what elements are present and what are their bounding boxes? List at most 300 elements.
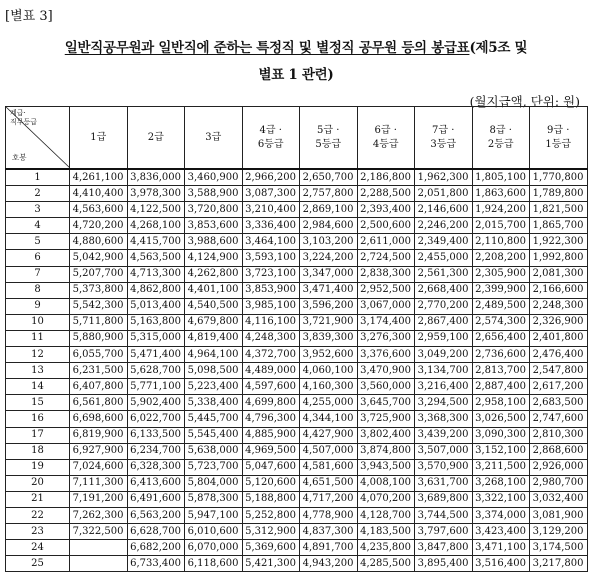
column-header (70, 107, 128, 170)
salary-cell: 2,305,900 (472, 266, 530, 282)
column-header (415, 107, 473, 170)
salary-cell: 5,312,900 (242, 524, 300, 540)
salary-cell: 4,344,100 (300, 411, 358, 427)
salary-cell: 3,026,500 (472, 411, 530, 427)
salary-cell: 5,120,600 (242, 475, 300, 491)
salary-cell: 6,022,700 (127, 411, 185, 427)
salary-cell: 4,563,600 (70, 202, 128, 218)
salary-cell: 5,545,400 (185, 427, 243, 443)
salary-cell: 2,455,000 (415, 250, 473, 266)
salary-cell: 3,985,100 (242, 298, 300, 314)
salary-cell: 3,560,000 (357, 379, 415, 395)
salary-cell: 7,111,300 (70, 475, 128, 491)
salary-cell: 6,563,200 (127, 507, 185, 523)
salary-cell: 2,813,700 (472, 363, 530, 379)
salary-cell: 4,255,000 (300, 395, 358, 411)
step-number-cell: 9 (6, 298, 70, 314)
salary-cell: 5,315,000 (127, 330, 185, 346)
salary-cell: 2,959,100 (415, 330, 473, 346)
salary-cell: 4,679,800 (185, 314, 243, 330)
salary-cell: 5,638,000 (185, 443, 243, 459)
salary-cell: 3,588,900 (185, 186, 243, 202)
salary-cell: 7,024,600 (70, 459, 128, 475)
table-row (6, 347, 588, 363)
step-number-cell: 4 (6, 218, 70, 234)
salary-cell: 3,087,300 (242, 186, 300, 202)
salary-cell: 3,744,500 (415, 507, 473, 523)
salary-cell: 3,224,200 (300, 250, 358, 266)
salary-cell: 4,699,800 (242, 395, 300, 411)
salary-cell: 3,874,800 (357, 443, 415, 459)
step-number-cell: 10 (6, 314, 70, 330)
column-header-text: 4급 · (259, 124, 282, 136)
column-header-text: 5급 · (317, 124, 340, 136)
step-number-cell: 22 (6, 507, 70, 523)
step-number-cell: 11 (6, 330, 70, 346)
step-number-cell: 16 (6, 411, 70, 427)
salary-cell: 4,862,800 (127, 282, 185, 298)
salary-cell: 4,540,500 (185, 298, 243, 314)
column-header (242, 107, 300, 170)
salary-cell: 2,736,600 (472, 347, 530, 363)
salary-cell: 6,927,900 (70, 443, 128, 459)
column-header (300, 107, 358, 170)
salary-cell: 4,880,600 (70, 234, 128, 250)
table-row (6, 411, 588, 427)
table-row (6, 395, 588, 411)
salary-cell: 2,926,000 (530, 459, 588, 475)
salary-cell: 4,261,100 (70, 169, 128, 186)
column-header (127, 107, 185, 170)
document-title-continued: 별표 1 관련) (258, 67, 334, 83)
salary-cell: 2,246,200 (415, 218, 473, 234)
salary-cell: 5,188,800 (242, 491, 300, 507)
table-row (6, 491, 588, 507)
salary-cell: 5,878,300 (185, 491, 243, 507)
salary-cell: 6,682,200 (127, 540, 185, 556)
salary-cell: 3,839,300 (300, 330, 358, 346)
salary-cell: 2,617,200 (530, 379, 588, 395)
salary-cell: 2,500,600 (357, 218, 415, 234)
salary-cell: 4,122,500 (127, 202, 185, 218)
salary-cell: 4,507,000 (300, 443, 358, 459)
salary-cell: 5,771,100 (127, 379, 185, 395)
salary-cell: 3,439,200 (415, 427, 473, 443)
salary-cell: 4,427,900 (300, 427, 358, 443)
salary-cell (70, 556, 128, 572)
salary-cell: 2,984,600 (300, 218, 358, 234)
table-row (6, 443, 588, 459)
salary-cell: 5,047,600 (242, 459, 300, 475)
table-row (6, 556, 588, 572)
salary-cell: 5,338,400 (185, 395, 243, 411)
salary-cell: 5,880,900 (70, 330, 128, 346)
salary-cell: 6,407,800 (70, 379, 128, 395)
salary-cell: 3,470,900 (357, 363, 415, 379)
salary-cell: 6,328,300 (127, 459, 185, 475)
salary-cell: 2,326,900 (530, 314, 588, 330)
salary-cell: 2,867,400 (415, 314, 473, 330)
salary-cell: 2,476,400 (530, 347, 588, 363)
step-number-cell: 20 (6, 475, 70, 491)
step-number-cell: 8 (6, 282, 70, 298)
salary-cell: 4,070,200 (357, 491, 415, 507)
table-row (6, 234, 588, 250)
table-row (6, 282, 588, 298)
salary-cell: 3,720,800 (185, 202, 243, 218)
salary-cell: 5,098,500 (185, 363, 243, 379)
salary-cell: 3,374,000 (472, 507, 530, 523)
column-header-text: 5등급 (315, 138, 342, 150)
salary-cell: 1,992,800 (530, 250, 588, 266)
step-number-cell: 1 (6, 169, 70, 186)
salary-cell: 1,805,100 (472, 169, 530, 186)
table-row (6, 524, 588, 540)
column-header-text: 1급 (90, 131, 107, 143)
salary-cell: 6,698,600 (70, 411, 128, 427)
table-row (6, 218, 588, 234)
salary-cell: 4,581,600 (300, 459, 358, 475)
table-row (6, 298, 588, 314)
step-number-cell: 5 (6, 234, 70, 250)
salary-cell: 4,713,300 (127, 266, 185, 282)
step-number-cell: 21 (6, 491, 70, 507)
table-row (6, 475, 588, 491)
table-row (6, 314, 588, 330)
salary-cell: 3,210,400 (242, 202, 300, 218)
salary-cell: 3,174,400 (357, 314, 415, 330)
salary-cell: 1,924,200 (472, 202, 530, 218)
column-header (357, 107, 415, 170)
salary-cell: 1,770,800 (530, 169, 588, 186)
salary-cell: 2,724,500 (357, 250, 415, 266)
salary-cell: 3,988,600 (185, 234, 243, 250)
salary-cell: 6,055,700 (70, 347, 128, 363)
salary-cell: 4,969,500 (242, 443, 300, 459)
salary-cell: 5,013,400 (127, 298, 185, 314)
salary-cell: 3,593,100 (242, 250, 300, 266)
salary-cell: 3,216,400 (415, 379, 473, 395)
salary-cell: 6,010,600 (185, 524, 243, 540)
salary-cell: 2,186,800 (357, 169, 415, 186)
salary-cell: 3,725,900 (357, 411, 415, 427)
step-number-cell: 18 (6, 443, 70, 459)
salary-cell: 3,802,400 (357, 427, 415, 443)
step-number-cell: 17 (6, 427, 70, 443)
salary-cell: 5,804,000 (185, 475, 243, 491)
salary-cell: 6,070,000 (185, 540, 243, 556)
salary-cell: 3,152,100 (472, 443, 530, 459)
salary-cell: 4,415,700 (127, 234, 185, 250)
salary-cell: 3,464,100 (242, 234, 300, 250)
salary-cell: 5,445,700 (185, 411, 243, 427)
salary-cell: 6,118,600 (185, 556, 243, 572)
salary-cell: 3,516,400 (472, 556, 530, 572)
column-header-text: 2등급 (487, 138, 514, 150)
salary-table (5, 106, 588, 572)
document-title (0, 36, 592, 56)
column-header (530, 107, 588, 170)
salary-cell: 2,650,700 (300, 169, 358, 186)
salary-cell: 5,542,300 (70, 298, 128, 314)
salary-cell: 2,399,900 (472, 282, 530, 298)
salary-cell: 3,103,200 (300, 234, 358, 250)
salary-cell: 5,723,700 (185, 459, 243, 475)
salary-cell: 2,081,300 (530, 266, 588, 282)
step-number-cell: 12 (6, 347, 70, 363)
table-row (6, 330, 588, 346)
salary-cell: 7,262,300 (70, 507, 128, 523)
salary-cell: 1,922,300 (530, 234, 588, 250)
salary-cell: 4,183,500 (357, 524, 415, 540)
salary-cell: 5,042,900 (70, 250, 128, 266)
salary-cell: 3,797,600 (415, 524, 473, 540)
column-header-text: 3급 (205, 131, 222, 143)
salary-cell: 2,869,100 (300, 202, 358, 218)
salary-cell: 4,008,100 (357, 475, 415, 491)
salary-cell: 3,211,500 (472, 459, 530, 475)
salary-cell: 3,268,100 (472, 475, 530, 491)
salary-cell: 2,110,800 (472, 234, 530, 250)
salary-cell: 6,819,900 (70, 427, 128, 443)
salary-cell: 4,248,300 (242, 330, 300, 346)
step-number-cell: 24 (6, 540, 70, 556)
step-number-cell: 2 (6, 186, 70, 202)
annex-tag: [별표 3] (5, 9, 53, 24)
step-number-cell: 23 (6, 524, 70, 540)
salary-cell: 5,628,700 (127, 363, 185, 379)
salary-cell: 3,689,800 (415, 491, 473, 507)
salary-cell: 4,060,100 (300, 363, 358, 379)
salary-cell: 2,248,300 (530, 298, 588, 314)
column-header-text: 7급 · (432, 124, 455, 136)
salary-cell: 6,413,600 (127, 475, 185, 491)
column-header-text: 6등급 (257, 138, 284, 150)
table-row (6, 507, 588, 523)
salary-cell: 5,369,600 (242, 540, 300, 556)
salary-cell: 2,838,300 (357, 266, 415, 282)
salary-cell: 5,373,800 (70, 282, 128, 298)
salary-cell: 2,980,700 (530, 475, 588, 491)
salary-cell: 3,129,200 (530, 524, 588, 540)
salary-cell: 3,276,300 (357, 330, 415, 346)
salary-cell: 4,160,300 (300, 379, 358, 395)
table-body (6, 169, 588, 572)
salary-cell: 2,208,200 (472, 250, 530, 266)
column-header-text: 2급 (147, 131, 164, 143)
salary-cell: 3,570,900 (415, 459, 473, 475)
salary-cell: 4,891,700 (300, 540, 358, 556)
salary-cell: 4,778,900 (300, 507, 358, 523)
salary-cell: 3,471,400 (300, 282, 358, 298)
salary-cell: 3,978,300 (127, 186, 185, 202)
table-row (6, 250, 588, 266)
salary-cell: 5,252,800 (242, 507, 300, 523)
corner-step-label: 호봉 (12, 153, 27, 162)
salary-cell (70, 540, 128, 556)
salary-cell: 2,401,800 (530, 330, 588, 346)
salary-cell: 1,865,700 (530, 218, 588, 234)
salary-cell: 3,471,100 (472, 540, 530, 556)
salary-cell: 3,847,800 (415, 540, 473, 556)
salary-cell: 3,081,900 (530, 507, 588, 523)
salary-cell: 3,032,400 (530, 491, 588, 507)
salary-cell: 6,234,700 (127, 443, 185, 459)
corner-grade-label: 계급· 직무등급 (10, 109, 38, 126)
salary-cell: 1,789,800 (530, 186, 588, 202)
salary-cell: 4,717,200 (300, 491, 358, 507)
salary-cell: 1,821,500 (530, 202, 588, 218)
salary-cell: 3,631,700 (415, 475, 473, 491)
salary-cell: 5,947,100 (185, 507, 243, 523)
salary-cell: 4,796,300 (242, 411, 300, 427)
salary-cell: 3,336,400 (242, 218, 300, 234)
salary-cell: 2,966,200 (242, 169, 300, 186)
salary-cell: 4,401,100 (185, 282, 243, 298)
salary-cell: 2,770,200 (415, 298, 473, 314)
salary-cell: 5,421,300 (242, 556, 300, 572)
table-row (6, 540, 588, 556)
salary-cell: 3,723,100 (242, 266, 300, 282)
column-header-text: 6급 · (374, 124, 397, 136)
salary-cell: 4,410,400 (70, 186, 128, 202)
salary-cell: 3,895,400 (415, 556, 473, 572)
table-header-row (6, 107, 588, 170)
salary-cell: 4,262,800 (185, 266, 243, 282)
salary-cell: 3,836,000 (127, 169, 185, 186)
salary-cell: 2,288,500 (357, 186, 415, 202)
table-row (6, 266, 588, 282)
salary-cell: 5,163,800 (127, 314, 185, 330)
step-number-cell: 14 (6, 379, 70, 395)
salary-cell: 6,133,500 (127, 427, 185, 443)
salary-cell: 6,491,600 (127, 491, 185, 507)
salary-cell: 3,090,300 (472, 427, 530, 443)
table-row (6, 169, 588, 186)
salary-cell: 3,376,600 (357, 347, 415, 363)
salary-cell: 2,958,100 (472, 395, 530, 411)
salary-cell: 2,868,600 (530, 443, 588, 459)
salary-cell: 4,124,900 (185, 250, 243, 266)
salary-cell: 3,134,700 (415, 363, 473, 379)
salary-cell: 1,863,600 (472, 186, 530, 202)
column-header-text: 1등급 (545, 138, 572, 150)
salary-cell: 3,067,000 (357, 298, 415, 314)
salary-cell: 5,207,700 (70, 266, 128, 282)
table-row (6, 363, 588, 379)
salary-cell: 2,574,300 (472, 314, 530, 330)
salary-cell: 3,460,900 (185, 169, 243, 186)
step-number-cell: 7 (6, 266, 70, 282)
table-corner-cell (6, 107, 70, 170)
salary-cell: 4,268,100 (127, 218, 185, 234)
salary-cell: 7,191,200 (70, 491, 128, 507)
salary-cell: 4,720,200 (70, 218, 128, 234)
salary-cell: 4,372,700 (242, 347, 300, 363)
salary-cell: 3,294,500 (415, 395, 473, 411)
salary-cell: 3,721,900 (300, 314, 358, 330)
column-header (185, 107, 243, 170)
salary-cell: 4,597,600 (242, 379, 300, 395)
salary-cell: 2,547,800 (530, 363, 588, 379)
salary-cell: 2,015,700 (472, 218, 530, 234)
salary-cell: 4,128,700 (357, 507, 415, 523)
table-row (6, 379, 588, 395)
step-number-cell: 13 (6, 363, 70, 379)
salary-cell: 3,943,500 (357, 459, 415, 475)
salary-cell: 4,285,500 (357, 556, 415, 572)
salary-cell: 5,471,400 (127, 347, 185, 363)
column-header-text: 9급 · (547, 124, 570, 136)
salary-cell: 3,368,300 (415, 411, 473, 427)
salary-cell: 2,757,800 (300, 186, 358, 202)
salary-cell: 2,747,600 (530, 411, 588, 427)
table-row (6, 459, 588, 475)
step-number-cell: 25 (6, 556, 70, 572)
column-header-text: 8급 · (489, 124, 512, 136)
salary-cell: 7,322,500 (70, 524, 128, 540)
salary-cell: 6,733,400 (127, 556, 185, 572)
salary-cell: 4,235,800 (357, 540, 415, 556)
table-row (6, 202, 588, 218)
salary-cell: 4,116,100 (242, 314, 300, 330)
salary-cell: 4,964,100 (185, 347, 243, 363)
salary-cell: 2,051,800 (415, 186, 473, 202)
step-number-cell: 15 (6, 395, 70, 411)
salary-cell: 3,049,200 (415, 347, 473, 363)
salary-cell: 2,393,400 (357, 202, 415, 218)
salary-cell: 2,611,000 (357, 234, 415, 250)
salary-cell: 4,489,000 (242, 363, 300, 379)
table-row (6, 427, 588, 443)
salary-cell: 6,628,700 (127, 524, 185, 540)
salary-cell: 2,683,500 (530, 395, 588, 411)
salary-cell: 2,146,600 (415, 202, 473, 218)
salary-cell: 2,166,600 (530, 282, 588, 298)
salary-cell: 4,563,500 (127, 250, 185, 266)
salary-cell: 5,902,400 (127, 395, 185, 411)
salary-cell: 2,887,400 (472, 379, 530, 395)
salary-cell: 6,231,500 (70, 363, 128, 379)
salary-cell: 3,347,000 (300, 266, 358, 282)
salary-cell: 3,507,000 (415, 443, 473, 459)
salary-cell: 3,596,200 (300, 298, 358, 314)
step-number-cell: 3 (6, 202, 70, 218)
salary-cell: 3,853,600 (185, 218, 243, 234)
salary-cell: 1,962,300 (415, 169, 473, 186)
table-row (6, 186, 588, 202)
salary-cell: 2,668,400 (415, 282, 473, 298)
salary-cell: 2,952,500 (357, 282, 415, 298)
salary-cell: 3,853,900 (242, 282, 300, 298)
salary-cell: 3,174,500 (530, 540, 588, 556)
salary-cell: 4,943,200 (300, 556, 358, 572)
salary-cell: 4,837,300 (300, 524, 358, 540)
salary-cell: 6,561,800 (70, 395, 128, 411)
column-header-text: 4등급 (372, 138, 399, 150)
salary-cell: 2,810,300 (530, 427, 588, 443)
salary-cell: 4,885,900 (242, 427, 300, 443)
salary-cell: 5,711,800 (70, 314, 128, 330)
step-number-cell: 19 (6, 459, 70, 475)
column-header (472, 107, 530, 170)
salary-cell: 4,651,500 (300, 475, 358, 491)
salary-cell: 2,656,400 (472, 330, 530, 346)
salary-cell: 3,952,600 (300, 347, 358, 363)
title-main: 일반직공무원과 일반직에 준하는 특정직 및 별정직 공무원 등의 봉급표 (64, 40, 470, 56)
column-header-text: 3등급 (430, 138, 457, 150)
step-number-cell: 6 (6, 250, 70, 266)
